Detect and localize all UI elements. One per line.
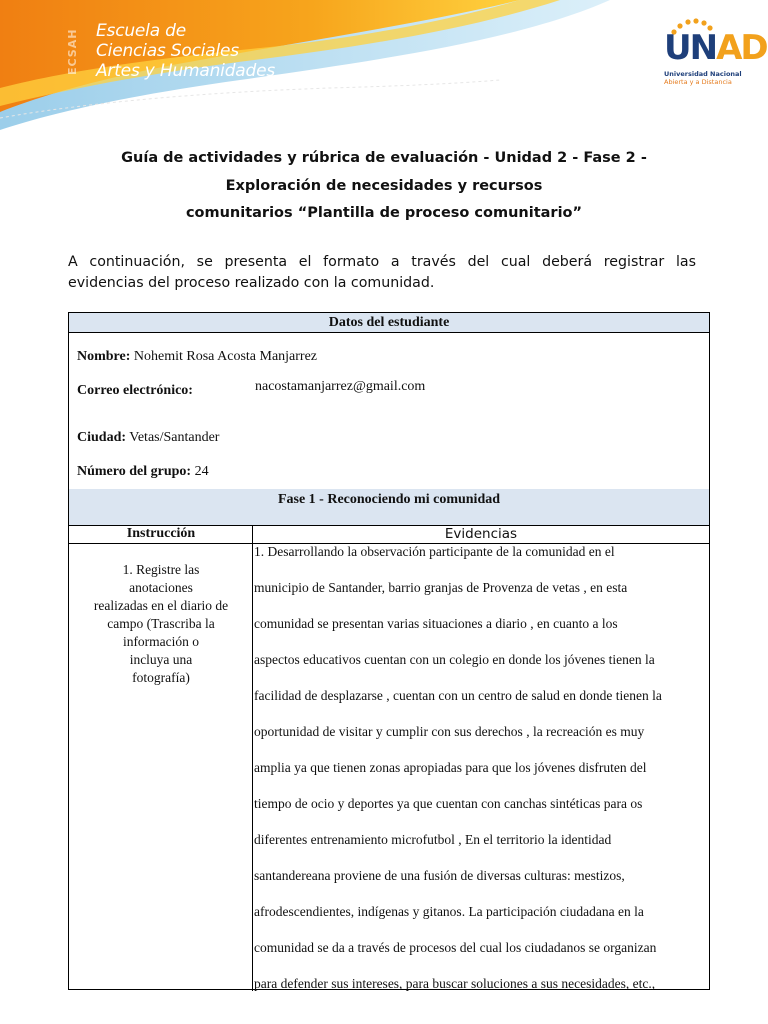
school-name-line: Escuela de [96, 21, 186, 41]
instruction-line: realizadas en el diario de [93, 598, 229, 613]
evidence-line: comunidad se presentan varias situaciones a diario , en cuanto a los [254, 616, 618, 631]
evidence-cell [254, 543, 709, 1011]
evidence-line: amplia ya que tienen zonas apropiadas para que los jóvenes disfruten del [254, 760, 647, 775]
school-acronym: ECSAH [66, 28, 79, 76]
school-name-line: Artes y Humanidades [96, 61, 276, 81]
instruction-line: campo (Trascriba la [107, 616, 215, 631]
evidence-column-header: Evidencias [444, 526, 518, 542]
unad-logo-subtitle: Abierta y a Distancia [664, 78, 732, 86]
instruction-column-header: Instrucción [126, 526, 196, 541]
field-label: Nombre: [77, 349, 131, 364]
evidence-line: tiempo de ocio y deportes ya que cuentan con canchas sintéticas para os [254, 796, 643, 811]
document-title: Exploración de necesidades y recursos [225, 178, 543, 194]
evidence-line: municipio de Santander, barrio granjas de Provenza de vetas , en esta [254, 580, 628, 595]
evidence-line: aspectos educativos cuentan con un colegio en donde los jóvenes tienen la [254, 652, 655, 667]
student-name-field [77, 349, 317, 365]
evidence-line: diferentes entrenamiento microfutbol , En el territorio la identidad [254, 832, 612, 847]
student-data-header: Datos del estudiante [69, 313, 709, 332]
instruction-cell [69, 561, 253, 687]
document-title: Guía de actividades y rúbrica de evaluación - Unidad 2 - Fase 2 - [121, 150, 647, 166]
group-number-field [77, 464, 209, 480]
instruction-line: información o [122, 634, 200, 649]
evidence-line: para defender sus intereses, para buscar soluciones a sus necesidades, etc., [254, 976, 656, 991]
intro-line: evidencias del proceso realizado con la comunidad. [68, 275, 435, 291]
evidence-line: 1. Desarrollando la observación participante de la comunidad en el [254, 544, 615, 559]
instruction-line: fotografía) [132, 670, 190, 685]
student-form-table [68, 312, 710, 990]
instruction-line: 1. Registre las [122, 562, 200, 577]
group-number-value: 24 [191, 464, 209, 479]
evidence-line: oportunidad de visitar y cumplir con sus derechos , la recreación es muy [254, 724, 645, 739]
field-label: Ciudad: [77, 430, 127, 445]
unad-logo-subtitle: Universidad Nacional [664, 70, 742, 78]
intro-line: A continuación, se presenta el formato a través del cual deberá registrar las [68, 254, 696, 270]
field-label: Número del grupo: [77, 464, 192, 479]
city-field [77, 430, 219, 446]
instruction-line: incluya una [129, 652, 193, 667]
document-title: comunitarios “Plantilla de proceso comunitario” [185, 205, 583, 221]
unad-logo: UNAD [664, 28, 767, 68]
email-value: nacostamanjarrez@gmail.com [255, 379, 426, 394]
header-banner [0, 0, 768, 140]
city-value: Vetas/Santander [126, 430, 220, 445]
evidence-line: afrodescendientes, indígenas y gitanos. La participación ciudadana en la [254, 904, 644, 919]
evidence-line: santandereana proviene de una fusión de diversas culturas: mestizos, [254, 868, 625, 883]
evidence-line: comunidad se da a través de procesos del cual los ciudadanos se organizan [254, 940, 657, 955]
intro-paragraph [68, 252, 696, 294]
email-label: Correo electrónico: [77, 383, 193, 398]
instruction-line: anotaciones [129, 580, 193, 595]
phase-header: Fase 1 - Reconociendo mi comunidad [69, 489, 709, 525]
school-name-line: Ciencias Sociales [96, 41, 239, 61]
evidence-line: facilidad de desplazarse , cuentan con un centro de salud en donde tienen la [254, 688, 662, 703]
table-divider [69, 332, 709, 333]
student-name-value: Nohemit Rosa Acosta Manjarrez [130, 349, 318, 364]
